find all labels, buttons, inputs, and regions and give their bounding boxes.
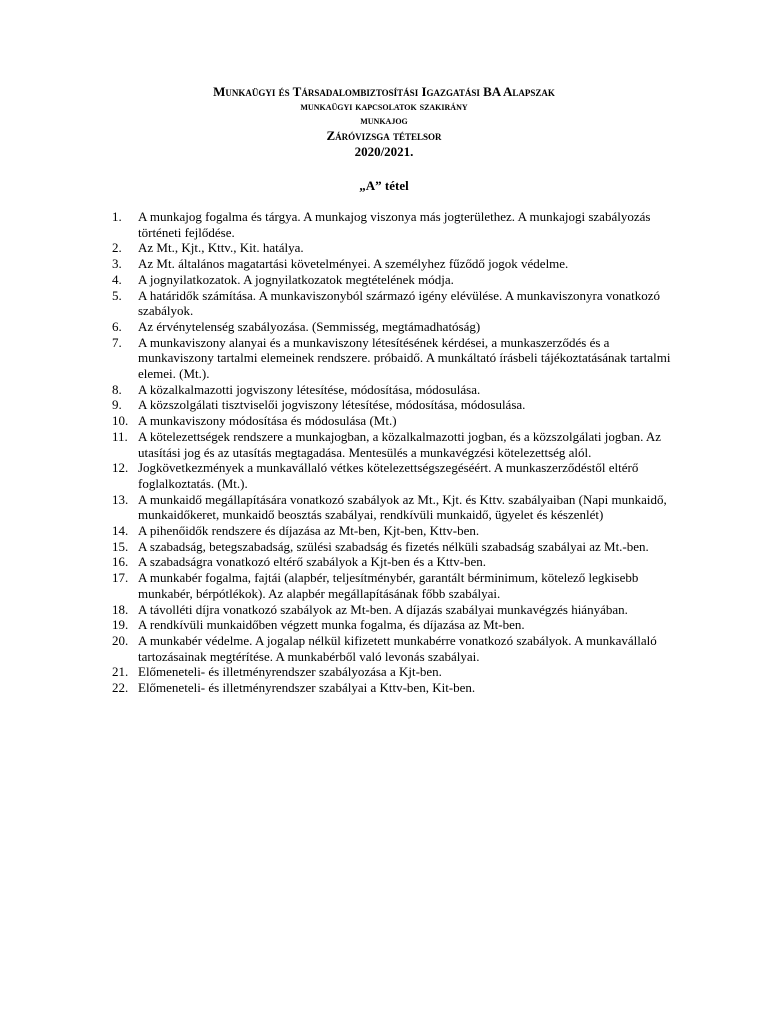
item-text: A munkaviszony alanyai és a munkaviszony létesítésének kérdései, a munkaszerződés és a munkaviszony tartalmi elemeinek rendszere. próbaidő. A munkáltató írásbeli tájékoztatásának tartalmi elemei. (Mt.).	[138, 334, 671, 382]
item-number: 17.	[112, 570, 129, 586]
list-item	[112, 335, 682, 382]
item-number: 8.	[112, 381, 122, 397]
list-item	[112, 319, 682, 335]
list-item	[112, 602, 682, 618]
list-item	[112, 382, 682, 398]
item-number: 18.	[112, 601, 129, 617]
list-item	[112, 288, 682, 319]
item-text: A távolléti díjra vonatkozó szabályok az Mt-ben. A díjazás szabályai munkavégzés hiányában.	[138, 601, 628, 617]
list-item	[112, 397, 682, 413]
item-number: 15.	[112, 538, 129, 554]
item-number: 20.	[112, 632, 129, 648]
item-number: 14.	[112, 523, 129, 539]
program-title: Munkaügyi és Társadalombiztosítási Igazgatási BA Alapszak	[213, 84, 555, 99]
subject-title: munkajog	[360, 115, 408, 127]
item-text: A jognyilatkozatok. A jognyilatkozatok megtételének módja.	[138, 271, 454, 287]
item-number: 11.	[112, 428, 128, 444]
item-number: 2.	[112, 240, 122, 256]
section-title: „A” tétel	[359, 178, 409, 193]
list-item	[112, 664, 682, 680]
specialization-title: munkaügyi kapcsolatok szakirány	[300, 101, 468, 113]
exam-title: Záróvizsga tételsor	[326, 128, 442, 143]
item-number: 5.	[112, 287, 122, 303]
list-item	[112, 633, 682, 664]
list-item	[112, 554, 682, 570]
item-number: 21.	[112, 664, 129, 680]
list-item	[112, 617, 682, 633]
item-number: 10.	[112, 413, 129, 429]
item-text: Előmeneteli- és illetményrendszer szabályai a Kttv-ben, Kit-ben.	[138, 680, 476, 696]
item-text: A szabadság, betegszabadság, szülési szabadság és fizetés nélküli szabadság szabályai az Mt.-ben.	[138, 538, 649, 554]
list-item	[112, 240, 682, 256]
document-header	[0, 84, 768, 160]
list-item	[112, 539, 682, 555]
item-number: 9.	[112, 397, 122, 413]
item-text: A közalkalmazotti jogviszony létesítése, módosítása, módosulása.	[138, 381, 481, 397]
item-text: Jogkövetkezmények a munkavállaló vétkes kötelezettségszegéséért. A munkaszerződéstől eltérő foglalkoztatás. (Mt.).	[138, 460, 639, 491]
list-item	[112, 680, 682, 696]
item-number: 13.	[112, 491, 129, 507]
list-item	[112, 570, 682, 601]
item-text: A rendkívüli munkaidőben végzett munka fogalma, és díjazása az Mt-ben.	[138, 617, 525, 633]
academic-year: 2020/2021.	[354, 144, 414, 159]
item-text: A munkajog fogalma és tárgya. A munkajog viszonya más jogterülethez. A munkajogi szabályozás történeti fejlődése.	[138, 209, 651, 240]
item-text: Az Mt. általános magatartási követelményei. A személyhez fűződő jogok védelme.	[138, 256, 569, 272]
list-item	[112, 429, 682, 460]
item-text: A szabadságra vonatkozó eltérő szabályok a Kjt-ben és a Kttv-ben.	[138, 554, 486, 570]
list-item	[112, 413, 682, 429]
list-item	[112, 209, 682, 240]
list-item	[112, 492, 682, 523]
item-text: Az érvénytelenség szabályozása. (Semmisség, megtámadhatóság)	[138, 318, 481, 334]
item-text: Az Mt., Kjt., Kttv., Kit. hatálya.	[138, 240, 304, 256]
item-text: A munkaidő megállapítására vonatkozó szabályok az Mt., Kjt. és Kttv. szabályaiban (Napi munkaidő, munkaidőkeret, munkaidő beosztás szabályai, rendkívüli munkaidő, ügyelet és készenlét)	[138, 491, 667, 523]
list-item	[112, 460, 682, 491]
item-text: A határidők számítása. A munkaviszonyból származó igény elévülése. A munkaviszonyra vonatkozó szabályok.	[138, 287, 661, 319]
item-text: A munkabér fogalma, fajtái (alapbér, teljesítménybér, garantált bérminimum, kötelező legkisebb munkabér, bérpótlékok). Az alapbér megállapításának főbb szabályai.	[138, 570, 639, 601]
item-number: 6.	[112, 318, 122, 334]
item-text: Előmeneteli- és illetményrendszer szabályozása a Kjt-ben.	[138, 664, 442, 680]
topic-list	[112, 209, 682, 696]
item-number: 4.	[112, 271, 122, 287]
item-number: 12.	[112, 460, 129, 476]
item-text: A közszolgálati tisztviselői jogviszony létesítése, módosítása, módosulása.	[138, 397, 526, 413]
list-item	[112, 256, 682, 272]
item-text: A munkabér védelme. A jogalap nélkül kifizetett munkabérre vonatkozó szabályok. A munkavállaló tartozásainak megtérítése. A munkabérből való levonás szabályai.	[138, 632, 657, 664]
list-item	[112, 523, 682, 539]
list-item	[112, 272, 682, 288]
item-number: 3.	[112, 256, 122, 272]
item-number: 19.	[112, 617, 129, 633]
item-text: A kötelezettségek rendszere a munkajogban, a közalkalmazotti jogban, és a közszolgálati jogban. Az utasítási jog és az utasítás megtagadása. Mentesülés a munkavégzési kötelezettség alól.	[138, 428, 662, 460]
item-text: A pihenőidők rendszere és díjazása az Mt-ben, Kjt-ben, Kttv-ben.	[138, 523, 480, 539]
item-number: 1.	[112, 209, 122, 224]
item-text: A munkaviszony módosítása és módosulása (Mt.)	[138, 413, 397, 429]
item-number: 16.	[112, 554, 129, 570]
item-number: 22.	[112, 680, 129, 696]
item-number: 7.	[112, 334, 122, 350]
